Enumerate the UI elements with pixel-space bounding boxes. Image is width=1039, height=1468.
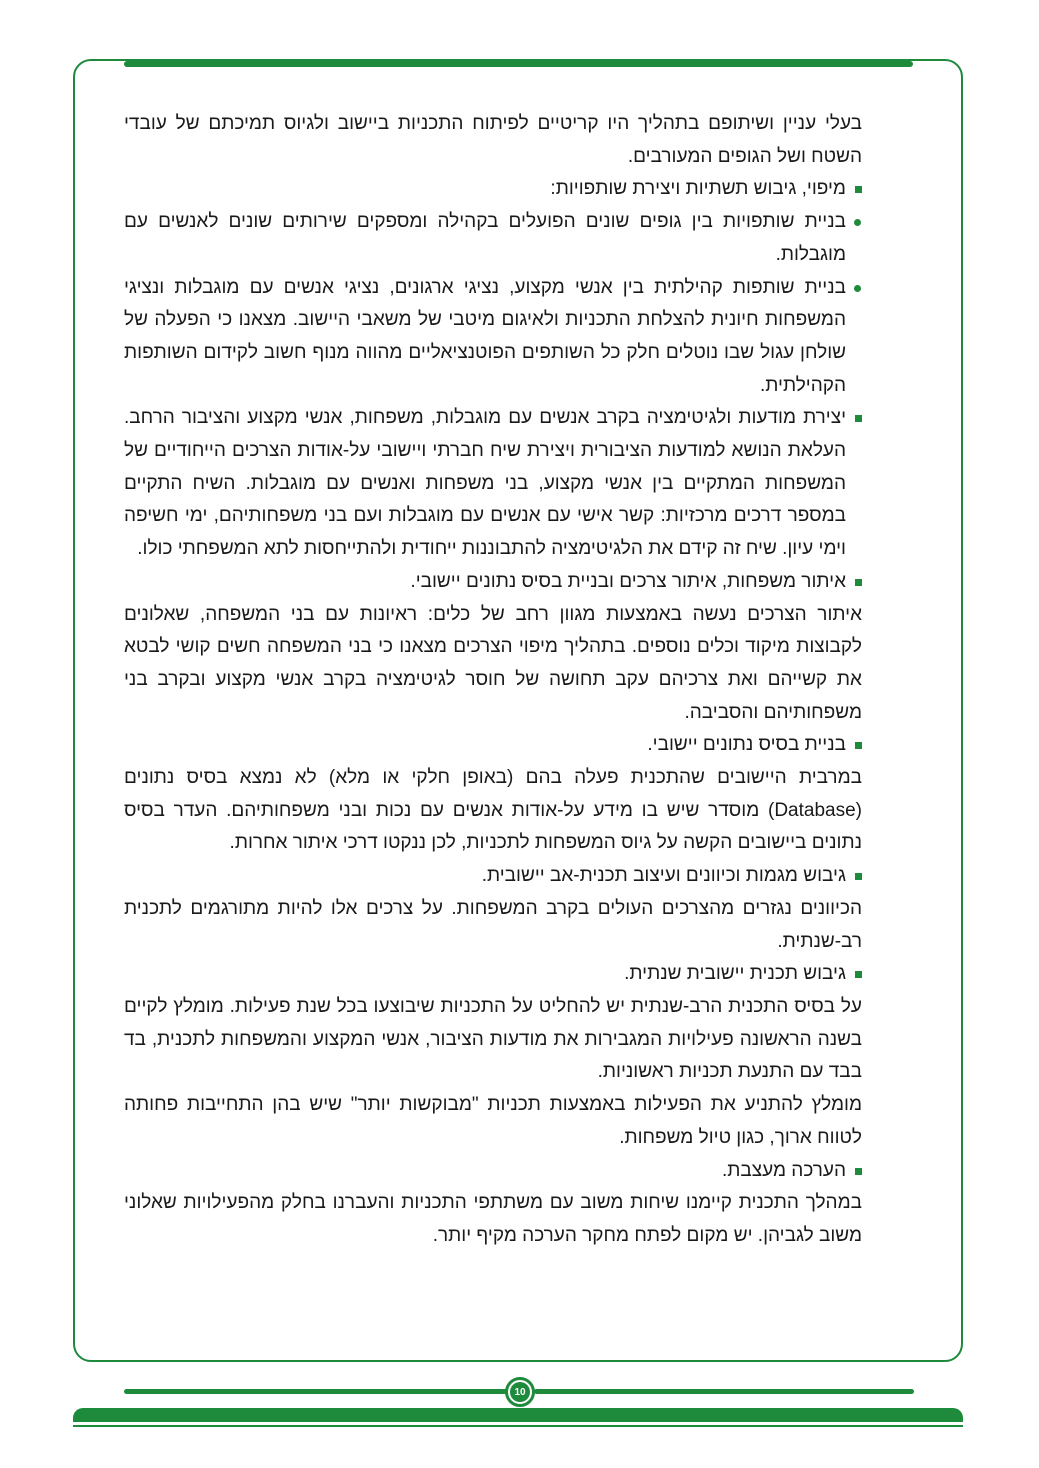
- document-body: [124, 108, 862, 1253]
- paragraph-needs-identification: איתור הצרכים נעשה באמצעות מגוון רחב של כלים: ראיונות עם בני המשפחה, שאלונים לקבוצות מיקוד וכלים נוספים. בתהליך מיפוי הצרכים מצאנו כי בני המשפחה חשים קושי לבטא את קשייהם ואת צרכיהם עקב תחושה של חוסר לגיטימציה בקרב אנשי מקצוע ובקרב בני משפחותיהם והסביבה.: [124, 603, 862, 723]
- bullet-database: בניית בסיס נתונים יישובי.: [124, 729, 862, 762]
- sub-bullet-community-partnership: בניית שותפות קהילתית בין אנשי מקצוע, נציגי ארגונים, נציגי אנשים עם מוגבלות ונציגי המשפחות חיונית להצלחת התכניות ולאיגום מיטבי של משאבי היישוב. מצאנו כי הפעלה של שולחן עגול שבו נוטלים חלק כל השותפים הפוטנציאליים מהווה מנוף חשוב לקידום השותפות הקהילתית.: [124, 272, 862, 403]
- bullet-family-identification: איתור משפחות, איתור צרכים ובניית בסיס נתונים יישובי.: [124, 566, 862, 599]
- sub-bullet-partnerships: בניית שותפויות בין גופים שונים הפועלים בקהילה ומספקים שירותים שונים לאנשים עם מוגבלות.: [124, 206, 862, 271]
- footer-green-band: [73, 1408, 963, 1422]
- bullet-evaluation: הערכה מעצבת.: [124, 1155, 862, 1188]
- bullet-mapping: מיפוי, גיבוש תשתיות ויצירת שותפויות:: [124, 173, 862, 206]
- paragraph-intro: בעלי עניין ושיתופם בתהליך היו קריטיים לפיתוח התכניות ביישוב ולגיוס תמיכתם של עובדי השטח ושל הגופים המעורבים.: [124, 113, 862, 167]
- paragraph-master-plan: הכיוונים נגזרים מהצרכים העולים בקרב המשפחות. על צרכים אלו להיות מתורגמים לתכנית רב-שנתית.: [124, 897, 862, 952]
- bottom-line-left: [124, 1389, 508, 1394]
- footer-thin-line: [73, 1425, 963, 1427]
- bullet-awareness: יצירת מודעות ולגיטימציה בקרב אנשים עם מוגבלות, משפחות, אנשי מקצוע והציבור הרחב. העלאת הנושא למודעות הציבורית ויצירת שיח חברתי ויישובי על-אודות הצרכים הייחודיים של המשפחות המתקיים בין אנשי מקצוע, בני משפחות ואנשים עם מוגבלות. השיח התקיים במספר דרכים מרכזיות: קשר אישי עם אנשים עם מוגבלות ועם בני משפחותיהם, ימי חשיפה וימי עיון. שיח זה קידם את הלגיטימציה להתבוננות ייחודית ולהתייחסות לתא המשפחתי כולו.: [124, 402, 862, 566]
- paragraph-annual-plan: על בסיס התכנית הרב-שנתית יש להחליט על התכניות שיבוצעו בכל שנת פעילות. מומלץ לקיים בשנה הראשונה פעילויות המגבירות את מודעות הציבור, אנשי המקצוע והמשפחות לתכנית, בד בבד עם התנעת תכניות ראשוניות.: [124, 995, 862, 1083]
- page-number-badge: [505, 1377, 535, 1407]
- paragraph-evaluation: במהלך התכנית קיימנו שיחות משוב עם משתתפי התכניות והעברנו בחלק מהפעילויות שאלוני משוב לגביהן. יש מקום לפתח מחקר הערכה מקיף יותר.: [124, 1192, 862, 1246]
- top-green-bar: [124, 61, 913, 67]
- paragraph-database: במרבית היישובים שהתכנית פעלה בהם (באופן חלקי או מלא) לא נמצא בסיס נתונים (Database) מוסדר שיש בו מידע על-אודות אנשים עם נכות ובני משפחותיהם. העדר בסיס נתונים ביישובים הקשה על גיוס המשפחות לתכניות, לכן ננקטו דרכי איתור אחרות.: [124, 767, 862, 854]
- bullet-master-plan: גיבוש מגמות וכיוונים ועיצוב תכנית-אב יישובית.: [124, 860, 862, 893]
- bullet-annual-plan: גיבוש תכנית יישובית שנתית.: [124, 958, 862, 991]
- paragraph-recommendation: מומלץ להתניע את הפעילות באמצעות תכניות "מבוקשות יותר" שיש בהן התחייבות פחותה לטווח ארוך, כגון טיול משפחות.: [124, 1094, 862, 1148]
- page-number: 10: [510, 1382, 530, 1402]
- bottom-line-right: [534, 1389, 914, 1394]
